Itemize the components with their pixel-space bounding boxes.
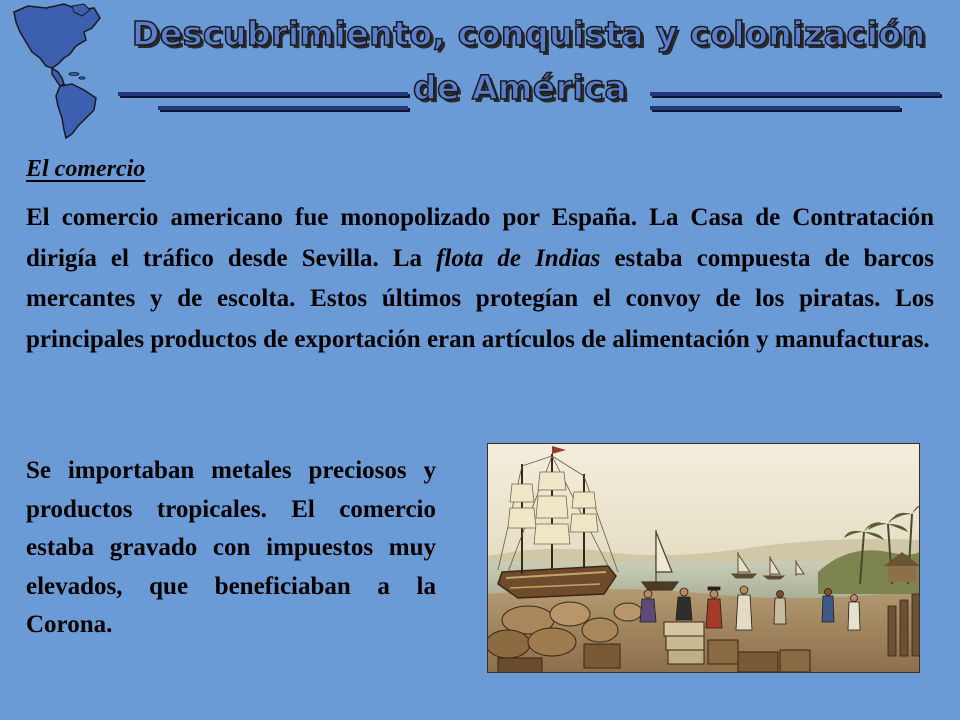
americas-globe-icon — [6, 2, 106, 140]
header-title-line2: de América — [413, 68, 628, 107]
header-rule-right-bottom — [650, 106, 900, 110]
header-rule-left-top — [118, 92, 408, 96]
colonial-port-trade-illustration — [487, 443, 920, 673]
side-paragraph: Se importaban metales preciosos y productos tropicales. El comercio estaba gravado con impuestos muy elevados, que beneficiaban a la Corona. — [26, 457, 436, 638]
main-paragraph-part2: estaba compuesta de barcos mercantes y de escolta. Estos últimos protegían el convoy de los piratas. Los principales productos de exportación eran artículos de alimentación y manufacturas. — [26, 244, 934, 353]
section-title: El comercio — [26, 156, 146, 182]
main-paragraph-italic: flota de Indias — [436, 244, 601, 272]
header-rule-left-bottom — [158, 106, 408, 110]
header-title-line1: Descubrimiento, conquista y colonización — [132, 14, 926, 53]
main-paragraph — [26, 198, 934, 360]
header — [0, 0, 960, 145]
header-rule-right-top — [650, 92, 940, 96]
main-paragraph-part1: El comercio americano fue monopolizado por España. La Casa de Contratación dirigía el tráfico desde Sevilla. La — [26, 204, 934, 272]
